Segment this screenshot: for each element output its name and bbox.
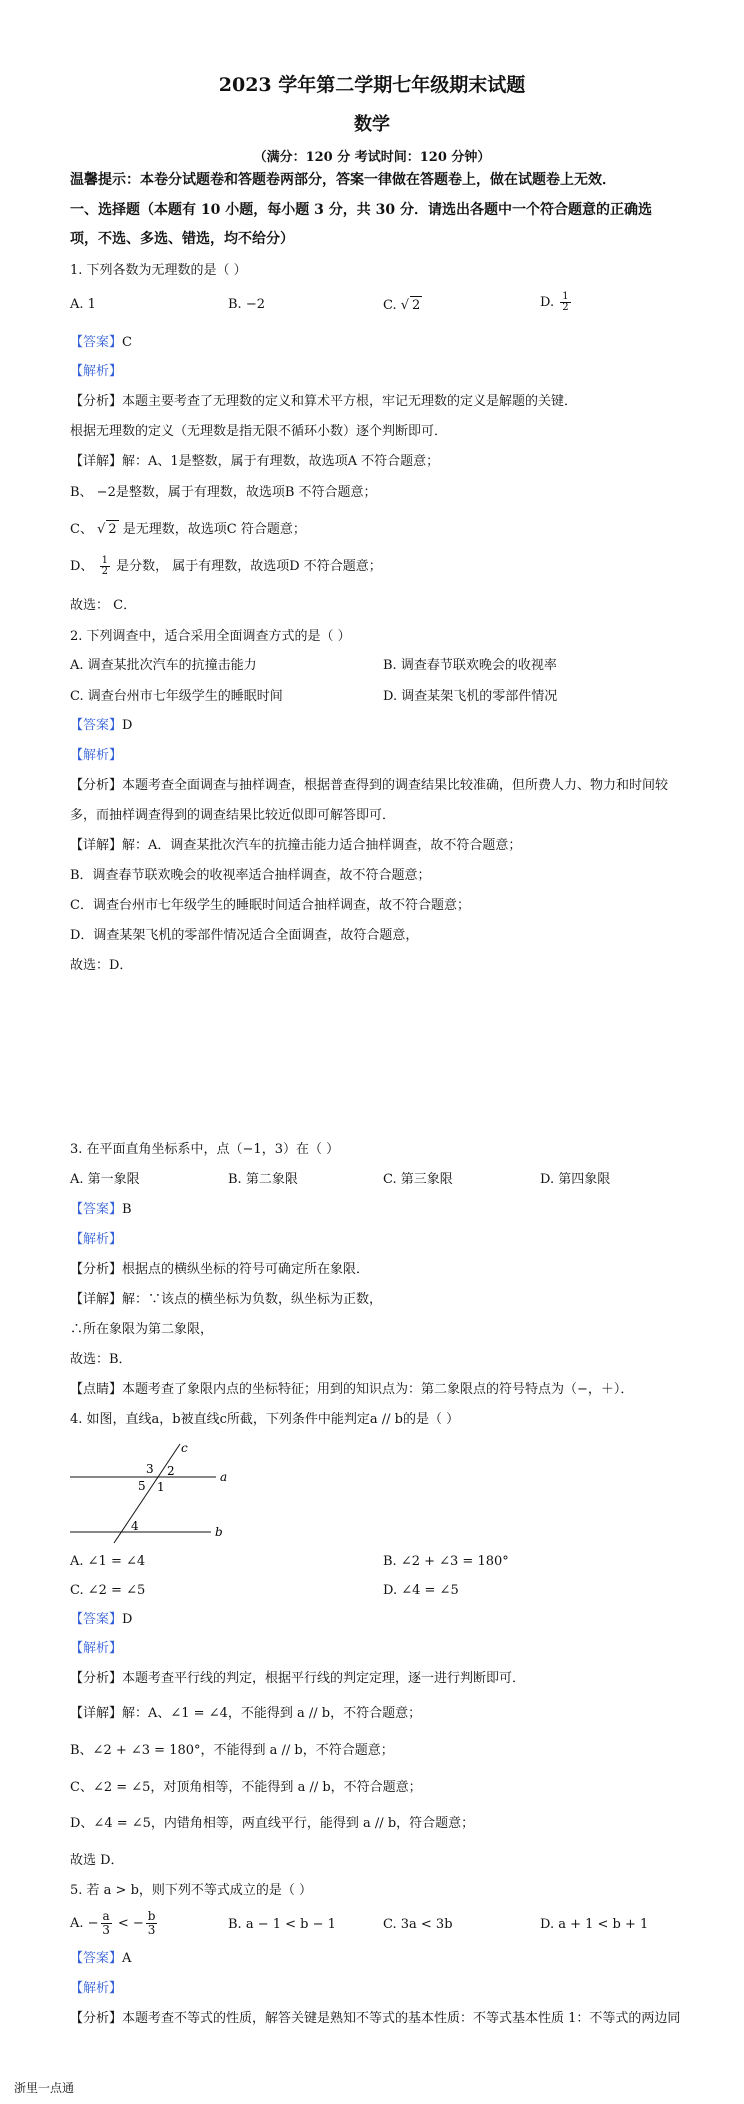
q4-option-b: B. ∠2 + ∠3 = 180° <box>383 1554 509 1569</box>
q1-option-c: C. √ 2 <box>383 298 421 313</box>
angle-label-3: 3 <box>146 1462 154 1476</box>
q3-option-b: B. 第二象限 <box>228 1172 298 1187</box>
q3-analysis-3: ∴所在象限为第二象限， <box>70 1322 214 1337</box>
q5-option-a: A. − $\frac{a}{3}$ < − $\frac{b}{3}$ <box>70 1909 156 1937</box>
q1-analysis-6: D、 $\frac{1}{2}$ 是分数， 属于有理数，故选项D 不符合题意； <box>70 555 382 577</box>
q5-analysis-label: 【解析】 <box>70 1981 123 1996</box>
subject-title: 数学 <box>354 114 390 135</box>
q1-analysis-3: 【详解】解：A、1是整数，属于有理数，故选项A 不符合题意； <box>70 454 440 469</box>
q2-analysis-5: C．调查台州市七年级学生的睡眠时间适合抽样调查，故不符合题意； <box>70 898 470 913</box>
q2-analysis-1: 【分析】本题考查全面调查与抽样调查，根据普查得到的调查结果比较准确，但所费人力、物力和时间较 <box>70 778 669 793</box>
angle-label-5: 5 <box>138 1479 146 1493</box>
q2-analysis-2: 多，而抽样调查得到的调查结果比较近似即可解答即可． <box>70 808 396 823</box>
q4-analysis-6: 故选 D． <box>70 1853 124 1868</box>
q3-option-c: C. 第三象限 <box>383 1172 453 1187</box>
q3-option-d: D. 第四象限 <box>540 1172 611 1187</box>
q2-option-c: C. 调查台州市七年级学生的睡眠时间 <box>70 689 283 704</box>
exam-info: （满分：120 分 考试时间：120 分钟） <box>253 150 491 165</box>
line-c <box>114 1444 180 1543</box>
q1-option-b: B. −2 <box>228 297 265 312</box>
q1-analysis-5: C、 √ 2 是无理数，故选项C 符合题意； <box>70 522 306 537</box>
q2-analysis-7: 故选：D． <box>70 958 133 973</box>
q2-option-a: A. 调查某批次汽车的抗撞击能力 <box>70 658 257 673</box>
q1-option-d: D. $\frac{1}{2}$ <box>540 291 569 313</box>
q4-analysis-3: B、∠2 + ∠3 = 180°，不能得到 a // b，不符合题意； <box>70 1743 394 1758</box>
q1-analysis-1: 【分析】本题主要考查了无理数的定义和算术平方根，牢记无理数的定义是解题的关键． <box>70 394 578 409</box>
q1-option-a: A. 1 <box>70 297 96 312</box>
label-b: b <box>215 1525 223 1539</box>
q5-option-d: D. a + 1 < b + 1 <box>540 1917 649 1932</box>
q3-analysis-label: 【解析】 <box>70 1232 123 1247</box>
q4-answer: 【答案】D <box>70 1612 133 1627</box>
q1-answer: 【答案】C <box>70 335 132 350</box>
q5-stem: 5. 若 a > b，则下列不等式成立的是（ ） <box>70 1883 313 1898</box>
angle-label-2: 2 <box>167 1464 175 1478</box>
q3-analysis-2: 【详解】解：∵该点的横坐标为负数，纵坐标为正数， <box>70 1292 383 1307</box>
q4-option-c: C. ∠2 = ∠5 <box>70 1583 146 1598</box>
q2-analysis-4: B．调查春节联欢晚会的收视率适合抽样调查，故不符合题意； <box>70 868 431 883</box>
q2-answer: 【答案】D <box>70 718 133 733</box>
q5-answer: 【答案】A <box>70 1951 132 1966</box>
section-heading-line2: 项，不选、多选、错选，均不给分） <box>70 231 294 247</box>
q1-stem: 1. 下列各数为无理数的是（ ） <box>70 263 247 278</box>
label-c: c <box>181 1441 188 1455</box>
q4-analysis-4: C、∠2 = ∠5，对顶角相等，不能得到 a // b，不符合题意； <box>70 1780 422 1795</box>
parallel-lines-figure <box>66 1440 236 1545</box>
q1-analysis-7: 故选： C． <box>70 598 137 613</box>
q3-option-a: A. 第一象限 <box>70 1172 140 1187</box>
q1-analysis-label: 【解析】 <box>70 364 123 379</box>
q2-option-d: D. 调查某架飞机的零部件情况 <box>383 689 558 704</box>
footer-watermark: 浙里一点通 <box>14 2081 75 2095</box>
q4-analysis-5: D、∠4 = ∠5，内错角相等，两直线平行，能得到 a // b，符合题意； <box>70 1816 475 1831</box>
q3-analysis-5: 【点睛】本题考查了象限内点的坐标特征；用到的知识点为：第二象限点的符号特点为（−，＋）． <box>70 1382 634 1397</box>
label-a: a <box>220 1470 228 1484</box>
q1-analysis-4: B、 −2是整数，属于有理数，故选项B 不符合题意； <box>70 485 377 500</box>
q2-analysis-6: D．调查某架飞机的零部件情况适合全面调查，故符合题意， <box>70 928 419 943</box>
q4-analysis-1: 【分析】本题考查平行线的判定，根据平行线的判定定理，逐一进行判断即可． <box>70 1671 526 1686</box>
q1-analysis-2: 根据无理数的定义（无理数是指无限不循环小数）逐个判断即可． <box>70 424 448 439</box>
q5-option-b: B. a − 1 < b − 1 <box>228 1917 336 1932</box>
q2-option-b: B. 调查春节联欢晚会的收视率 <box>383 658 557 673</box>
section-heading-line1: 一、选择题（本题有 10 小题，每小题 3 分，共 30 分．请选出各题中一个符合题意的正确选 <box>70 202 652 218</box>
exam-title: 2023 学年第二学期七年级期末试题 <box>218 74 526 96</box>
q4-analysis-label: 【解析】 <box>70 1641 123 1656</box>
tip: 温馨提示：本卷分试题卷和答题卷两部分，答案一律做在答题卷上，做在试题卷上无效． <box>70 172 616 188</box>
q3-analysis-4: 故选：B． <box>70 1352 132 1367</box>
q5-analysis-1: 【分析】本题考查不等式的性质，解答关键是熟知不等式的基本性质：不等式基本性质 1：不等式的两边同 <box>70 2011 681 2026</box>
q4-option-a: A. ∠1 = ∠4 <box>70 1554 146 1569</box>
q2-analysis-3: 【详解】解：A．调查某批次汽车的抗撞击能力适合抽样调查，故不符合题意； <box>70 838 522 853</box>
q3-answer: 【答案】B <box>70 1202 132 1217</box>
q2-stem: 2. 下列调查中，适合采用全面调查方式的是（ ） <box>70 629 351 644</box>
angle-label-4: 4 <box>131 1519 139 1533</box>
angle-label-1: 1 <box>157 1480 165 1494</box>
q3-stem: 3. 在平面直角坐标系中，点（−1，3）在（ ） <box>70 1142 340 1157</box>
q5-option-c: C. 3a < 3b <box>383 1917 453 1932</box>
q3-analysis-1: 【分析】根据点的横纵坐标的符号可确定所在象限． <box>70 1262 370 1277</box>
q4-analysis-2: 【详解】解：A、∠1 = ∠4，不能得到 a // b，不符合题意； <box>70 1706 422 1721</box>
q2-analysis-label: 【解析】 <box>70 748 123 763</box>
q4-option-d: D. ∠4 = ∠5 <box>383 1583 459 1598</box>
q4-stem: 4. 如图，直线a，b被直线c所截，下列条件中能判定a // b的是（ ） <box>70 1412 460 1427</box>
